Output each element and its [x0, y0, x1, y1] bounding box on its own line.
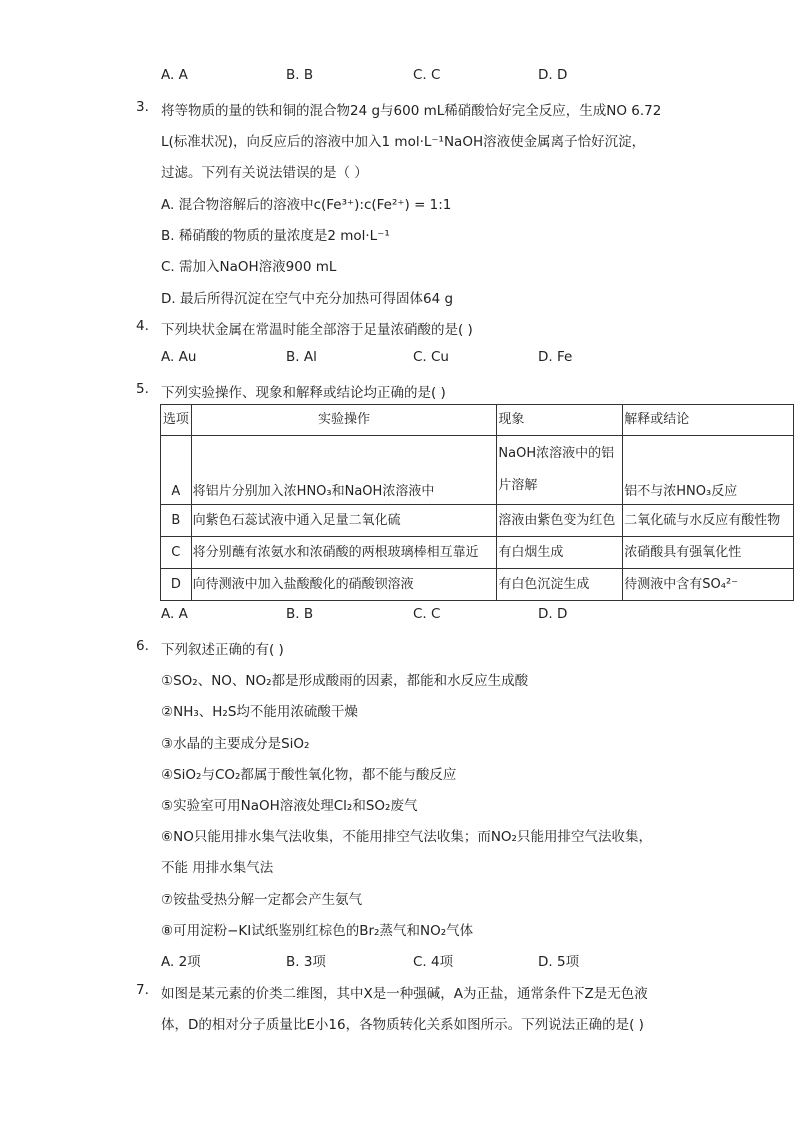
q6-item: ⑥NO只能用排水集气法收集，不能用排空气法收集；而NO₂只能用排空气法收集，	[161, 829, 652, 845]
table-header-row	[161, 405, 794, 436]
option-c: C. 4项	[413, 954, 454, 970]
q6-options	[161, 950, 681, 970]
table-row	[161, 436, 794, 505]
experiment-table	[160, 404, 794, 601]
phenomenon-cell: 溶液由紫色变为红色	[497, 505, 623, 537]
q5-stem: 下列实验操作、现象和解释或结论均正确的是( )	[161, 385, 446, 401]
q3-option-b: B. 稀硝酸的物质的量浓度是2 mol·L⁻¹	[161, 228, 390, 244]
option-b: B. 3项	[286, 954, 326, 970]
q7-stem-line: 如图是某元素的价类二维图，其中X是一种强碱，A为正盐，通常条件下Z是无色液	[161, 986, 648, 1002]
option-d: D. D	[538, 67, 568, 83]
option-a: A. A	[161, 606, 188, 622]
q3-option-d: D. 最后所得沉淀在空气中充分加热可得固体64 g	[161, 291, 454, 307]
option-cell: B	[161, 505, 192, 537]
option-c: C. C	[413, 67, 441, 83]
operation-cell: 向待测液中加入盐酸酸化的硝酸钡溶液	[191, 569, 497, 601]
q3-stem-line: 过滤。下列有关说法错误的是（ ）	[161, 165, 368, 181]
q4-number: 4.	[136, 318, 149, 334]
header-cell: 解释或结论	[623, 405, 794, 436]
header-cell: 实验操作	[191, 405, 497, 436]
q5-options	[161, 606, 681, 626]
q7-number: 7.	[136, 982, 149, 998]
q3-option-c: C. 需加入NaOH溶液900 mL	[161, 259, 337, 275]
operation-cell: 将分别蘸有浓氨水和浓硝酸的两根玻璃棒相互靠近	[191, 537, 497, 569]
q4-stem: 下列块状金属在常温时能全部溶于足量浓硝酸的是( )	[161, 322, 473, 338]
operation-cell: 将铝片分别加入浓HNO₃和NaOH浓溶液中	[191, 436, 497, 505]
q3-number: 3.	[136, 99, 149, 115]
conclusion-cell: 铝不与浓HNO₃反应	[623, 436, 794, 505]
option-d: D. Fe	[538, 349, 573, 365]
phenomenon-cell: 有白色沉淀生成	[497, 569, 623, 601]
table-row	[161, 569, 794, 601]
option-c: C. Cu	[413, 349, 449, 365]
operation-cell: 向紫色石蕊试液中通入足量二氧化硫	[191, 505, 497, 537]
q3-stem-line: L(标准状况)，向反应后的溶液中加入1 mol·L⁻¹NaOH溶液使金属离子恰好沉淀，	[161, 134, 646, 150]
q6-item: ②NH₃、H₂S均不能用浓硫酸干燥	[161, 704, 358, 720]
q3-option-a: A. 混合物溶解后的溶液中c(Fe³⁺):c(Fe²⁺) = 1:1	[161, 197, 452, 213]
q4-options	[161, 349, 681, 369]
option-cell: D	[161, 569, 192, 601]
option-d: D. D	[538, 606, 568, 622]
table-row	[161, 537, 794, 569]
phenomenon-cell: NaOH浓溶液中的铝片溶解	[497, 436, 623, 505]
option-b: B. B	[286, 606, 314, 622]
q3-stem-line: 将等物质的量的铁和铜的混合物24 g与600 mL稀硝酸恰好完全反应，生成NO 6.72	[161, 103, 662, 119]
option-c: C. C	[413, 606, 441, 622]
q7-stem-line: 体，D的相对分子质量比E小16，各物质转化关系如图所示。下列说法正确的是( )	[161, 1017, 644, 1033]
option-a: A. 2项	[161, 954, 201, 970]
q6-item: ③水晶的主要成分是SiO₂	[161, 736, 310, 752]
conclusion-cell: 待测液中含有SO₄²⁻	[623, 569, 794, 601]
option-d: D. 5项	[538, 954, 580, 970]
header-cell: 现象	[497, 405, 623, 436]
q6-item: 不能 用排水集气法	[161, 860, 274, 876]
option-cell: C	[161, 537, 192, 569]
header-cell: 选项	[161, 405, 192, 436]
table-row	[161, 505, 794, 537]
conclusion-cell: 浓硝酸具有强氧化性	[623, 537, 794, 569]
conclusion-cell: 二氧化硫与水反应有酸性物	[623, 505, 794, 537]
q2-options	[161, 67, 681, 87]
q5-number: 5.	[136, 381, 149, 397]
option-b: B. Al	[286, 349, 317, 365]
q6-item: ⑤实验室可用NaOH溶液处理Cl₂和SO₂废气	[161, 798, 418, 814]
q6-stem: 下列叙述正确的有( )	[161, 642, 284, 658]
option-cell: A	[161, 436, 192, 505]
q6-item: ⑧可用淀粉−KI试纸鉴别红棕色的Br₂蒸气和NO₂气体	[161, 923, 474, 939]
q6-item: ④SiO₂与CO₂都属于酸性氧化物，都不能与酸反应	[161, 767, 457, 783]
option-a: A. Au	[161, 349, 197, 365]
option-a: A. A	[161, 67, 188, 83]
q6-item: ⑦铵盐受热分解一定都会产生氨气	[161, 892, 363, 908]
option-b: B. B	[286, 67, 314, 83]
q6-number: 6.	[136, 638, 149, 654]
q6-item: ①SO₂、NO、NO₂都是形成酸雨的因素，都能和水反应生成酸	[161, 673, 529, 689]
phenomenon-cell: 有白烟生成	[497, 537, 623, 569]
